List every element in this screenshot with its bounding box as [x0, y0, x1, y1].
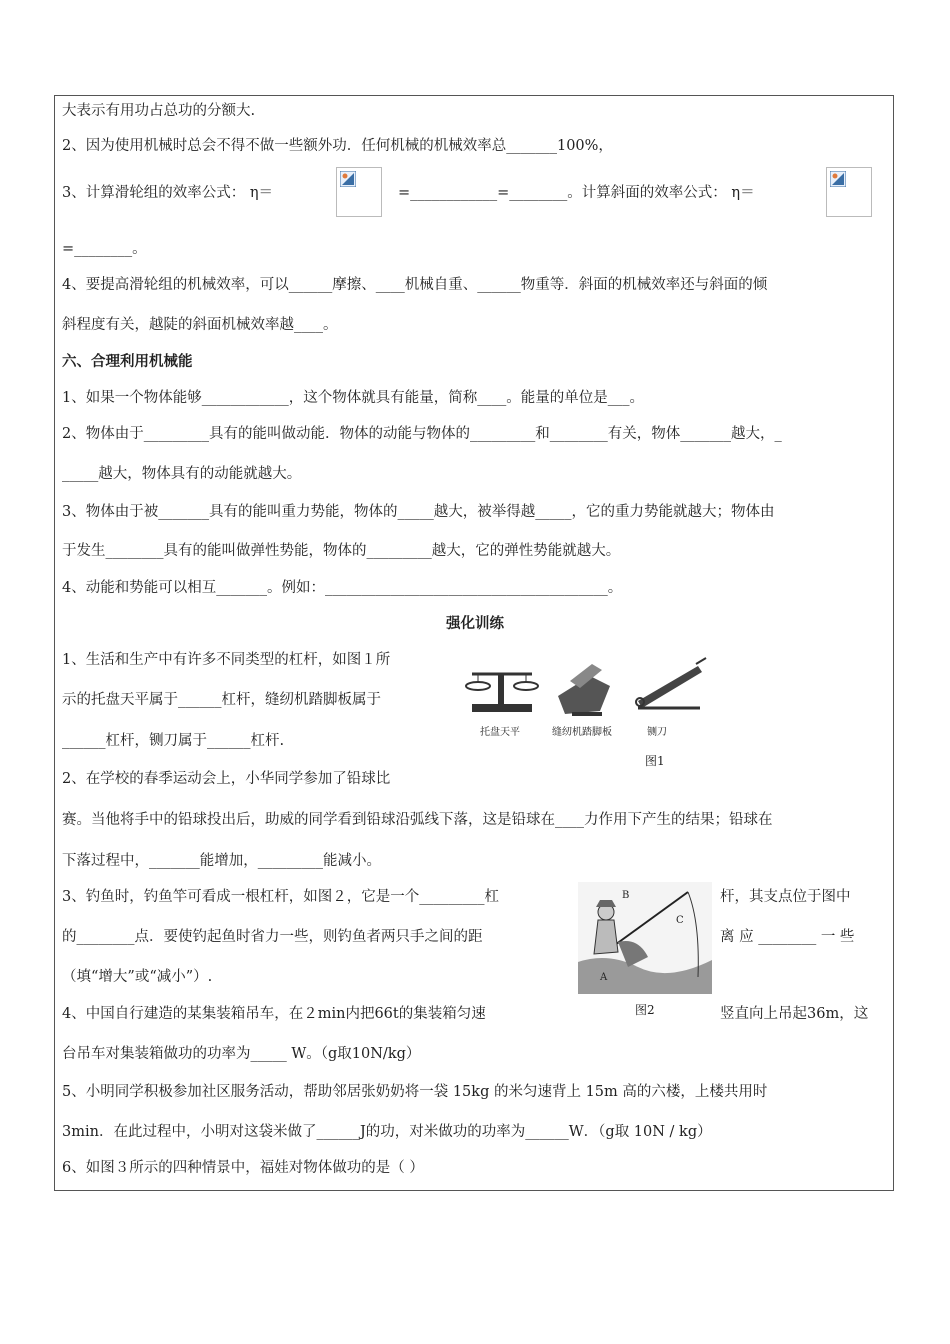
text-line: 2、物体由于_________具有的能叫做动能．物体的动能与物体的_________和________有关，物体_______越大，_ — [62, 426, 782, 442]
figure-1-caption: 图1 — [645, 754, 665, 768]
text-line: ______杠杆，铡刀属于______杠杆. — [62, 733, 285, 749]
fig1-label-guillotine: 铡刀 — [647, 727, 667, 738]
text-line: 4、动能和势能可以相互_______。例如：_______________________________________。 — [62, 580, 623, 596]
section-title: 强化训练 — [446, 616, 504, 632]
text-line: 离 应 ________ 一 些 — [720, 929, 855, 945]
worksheet-frame — [54, 95, 894, 1191]
text-line: 杆，其支点位于图中 — [720, 889, 851, 905]
text-line: 斜程度有关，越陡的斜面机械效率越____。 — [62, 317, 338, 333]
text-line: 5、小明同学积极参加社区服务活动，帮助邻居张奶奶将一袋 15kg 的米匀速背上 15m 高的六楼，上楼共用时 — [62, 1084, 768, 1100]
treadle-drawing — [558, 664, 610, 716]
text-line: 6、如图３所示的四种情景中，福娃对物体做功的是（ ） — [62, 1160, 424, 1176]
text-line: 示的托盘天平属于______杠杆，缝纫机踏脚板属于 — [62, 692, 381, 708]
figure-2-fishing-illustration — [578, 882, 712, 994]
text-line: 于发生________具有的能叫做弹性势能，物体的_________越大，它的弹性势能就越大。 — [62, 543, 621, 559]
text-line: （填“增大”或“减小”）. — [62, 969, 213, 985]
fig1-label-treadle: 缝纫机踏脚板 — [552, 727, 612, 738]
fig2-point-a: A — [600, 972, 608, 983]
balance-scale-drawing — [466, 674, 538, 712]
text-line: 下落过程中，_______能增加，_________能减小。 — [62, 853, 381, 869]
guillotine-drawing — [636, 658, 706, 708]
text-line: 1、生活和生产中有许多不同类型的杠杆，如图１所 — [62, 652, 391, 668]
text-line: 3、计算滑轮组的效率公式： η＝ — [62, 185, 274, 201]
fig2-point-c: C — [676, 915, 684, 926]
text-line: _____越大，物体具有的动能就越大。 — [62, 466, 302, 482]
text-line: =________。 — [62, 241, 147, 257]
text-line: 的________点．要使钓起鱼时省力一些，则钓鱼者两只手之间的距 — [62, 929, 483, 945]
text-line: =____________=________。计算斜面的效率公式： η＝ — [398, 185, 755, 201]
text-line: 2、在学校的春季运动会上，小华同学参加了铅球比 — [62, 771, 391, 787]
text-line: 大表示有用功占总功的分额大. — [62, 103, 256, 119]
text-line: 3min．在此过程中，小明对这袋米做了______J的功，对米做功的功率为______W．（g取 10N / kg） — [62, 1124, 712, 1140]
text-line: 4、要提高滑轮组的机械效率，可以______摩擦、____机械自重、______物重等．斜面的机械效率还与斜面的倾 — [62, 277, 768, 293]
text-line: 台吊车对集装箱做功的功率为_____ W。（g取10N/kg） — [62, 1046, 421, 1062]
formula-image-icon — [336, 167, 382, 217]
text-line: 1、如果一个物体能够____________，这个物体就具有能量，简称____。能量的单位是___。 — [62, 390, 644, 406]
text-line: 赛。当他将手中的铅球投出后，助威的同学看到铅球沿弧线下落，这是铅球在____力作用下产生的结果；铅球在 — [62, 812, 773, 828]
fig2-point-b: B — [622, 890, 630, 901]
text-line: 3、钓鱼时，钓鱼竿可看成一根杠杆，如图２，它是一个_________杠 — [62, 889, 499, 905]
formula-image-icon — [826, 167, 872, 217]
text-line: 3、物体由于被_______具有的能叫重力势能，物体的_____越大，被举得越_____，它的重力势能就越大；物体由 — [62, 504, 775, 520]
fig1-label-balance: 托盘天平 — [480, 727, 520, 738]
text-line: 2、因为使用机械时总会不得不做一些额外功．任何机械的机械效率总_______100%， — [62, 138, 613, 154]
figure-2-caption: 图2 — [635, 1003, 655, 1017]
section-heading: 六、合理利用机械能 — [62, 354, 193, 370]
text-line: 4、中国自行建造的某集装箱吊车，在２min内把66t的集装箱匀速 — [62, 1006, 486, 1022]
text-line: 竖直向上吊起36m，这 — [720, 1006, 869, 1022]
